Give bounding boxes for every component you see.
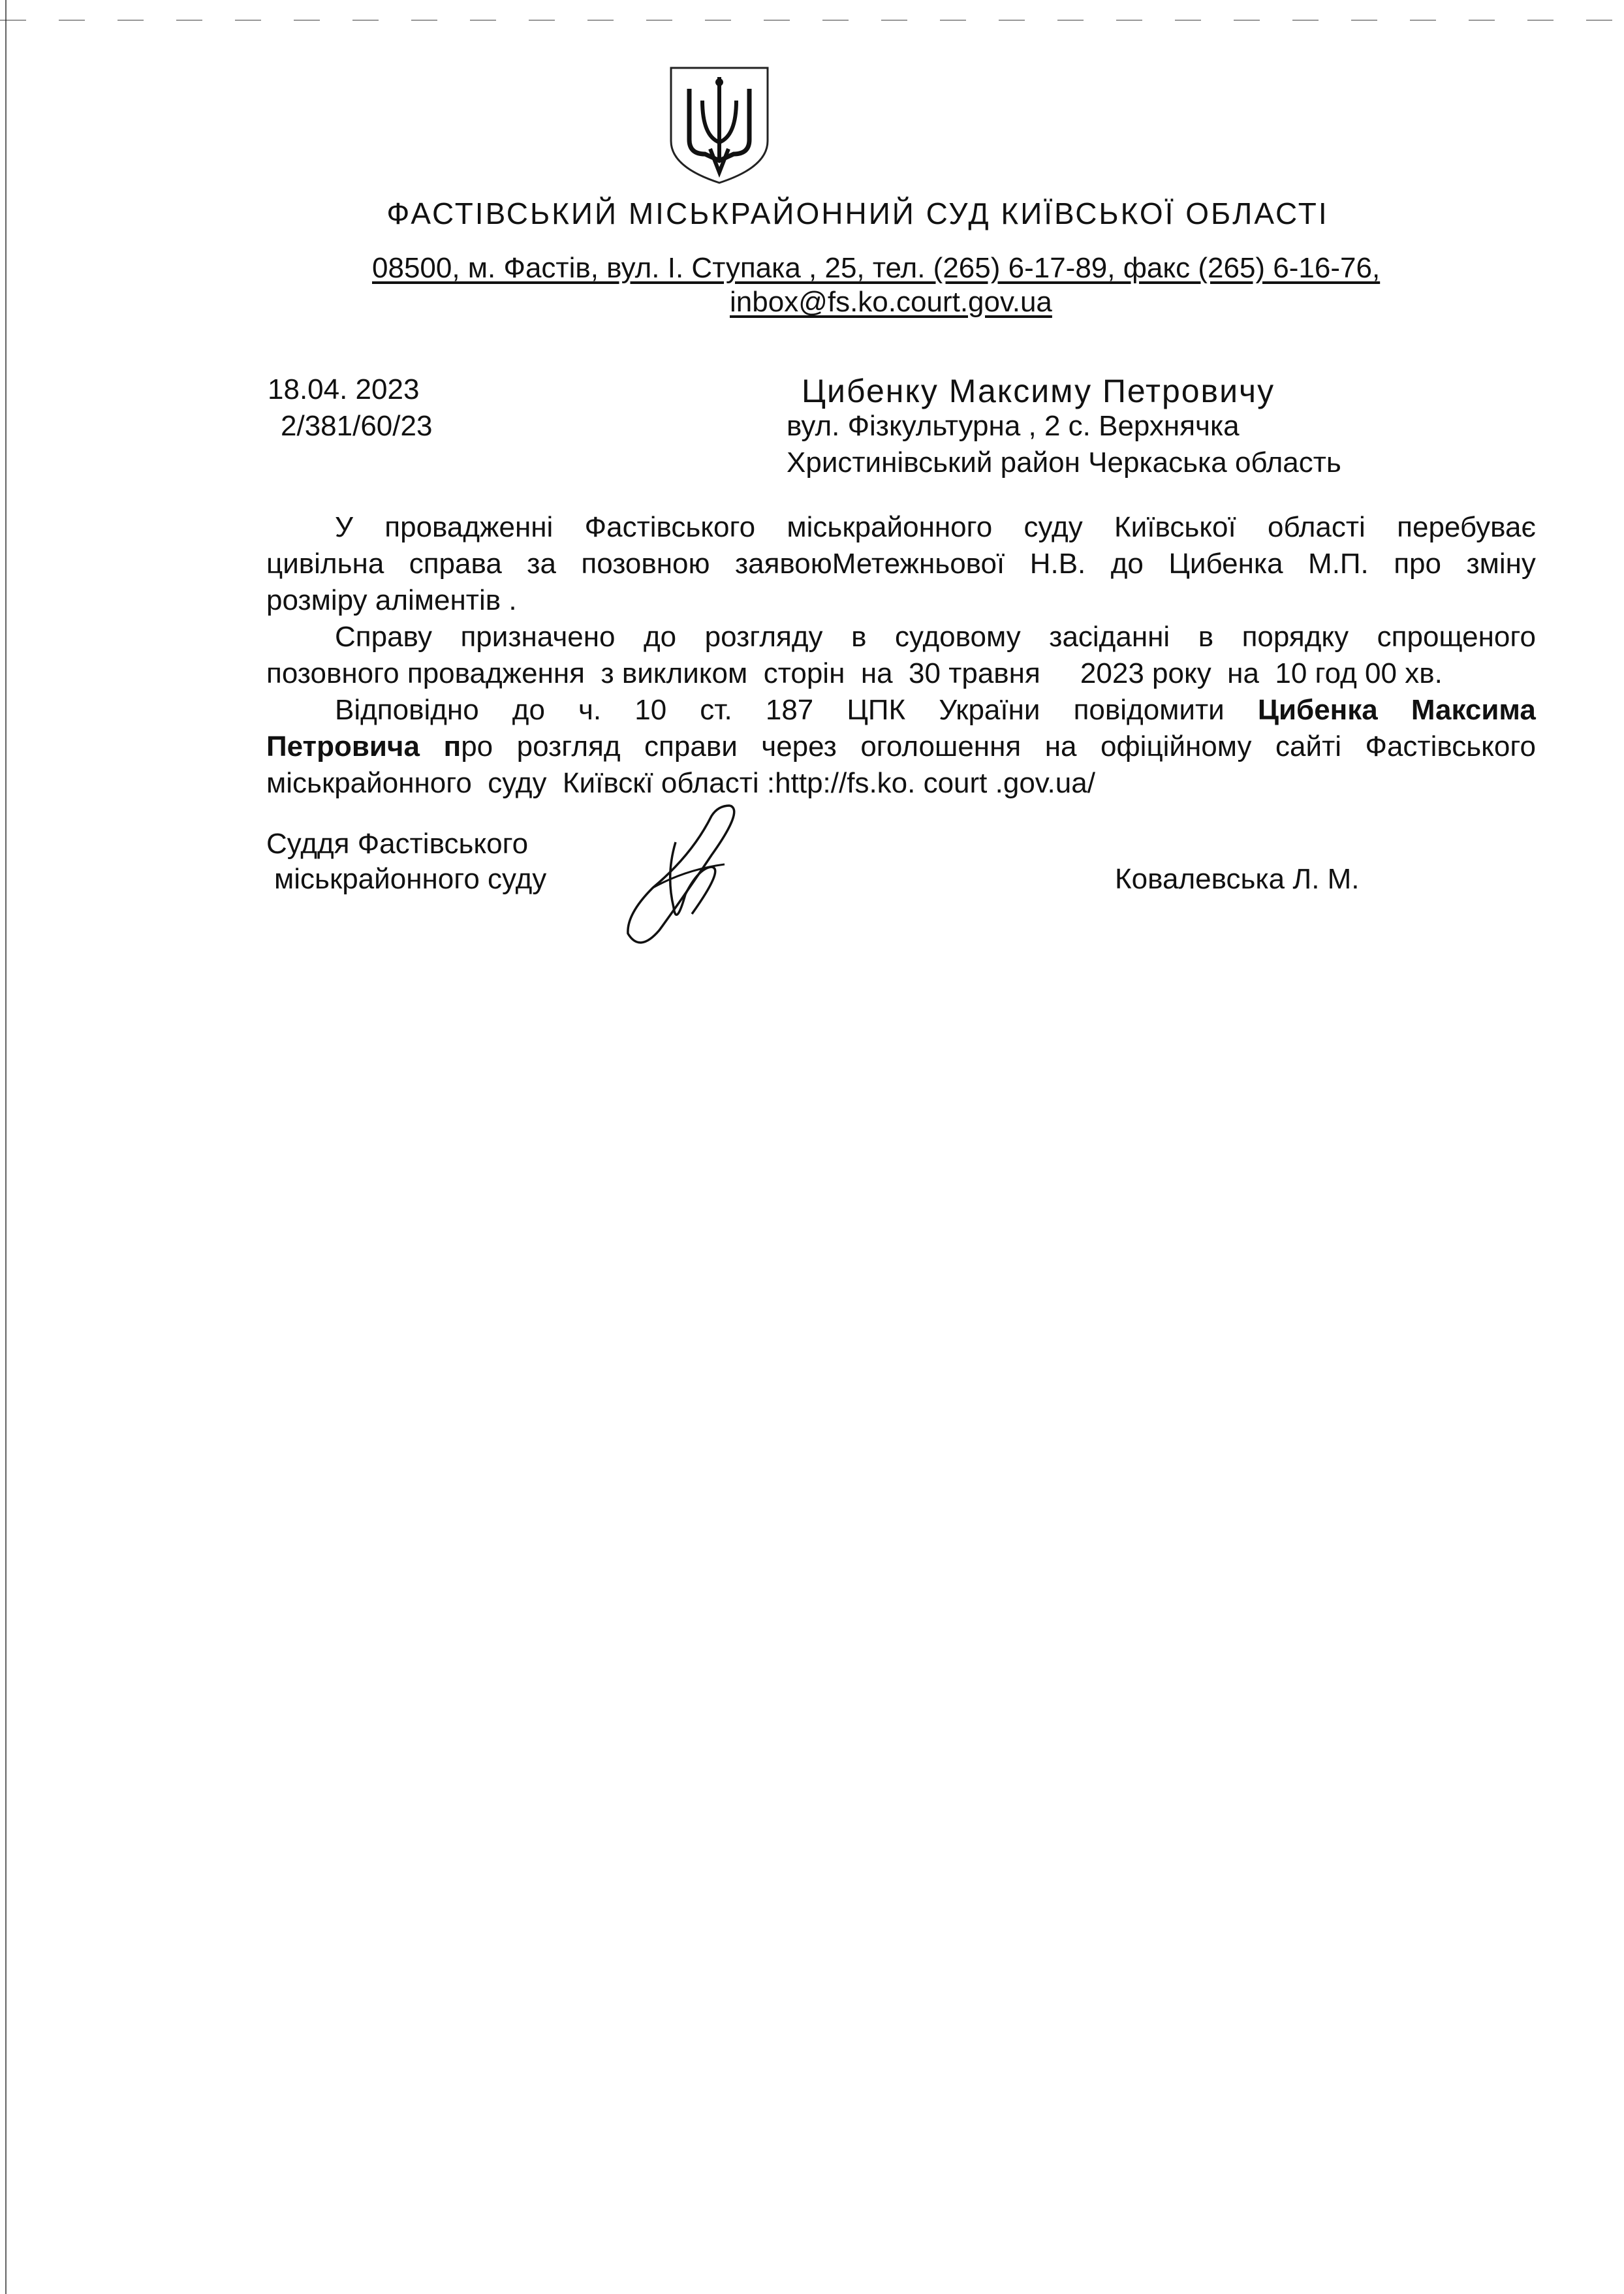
word: України <box>939 694 1040 726</box>
body-line-3 <box>266 582 1536 619</box>
word: до <box>512 694 545 726</box>
word: судовому <box>894 621 1021 653</box>
bold-letter: п <box>443 731 461 762</box>
word: сайті <box>1275 731 1341 762</box>
scan-edge-top <box>0 20 1624 21</box>
word: розгляд <box>516 731 621 762</box>
judge-name: Ковалевська Л. М. <box>1115 863 1360 895</box>
word: до <box>644 621 677 653</box>
word: про <box>1394 548 1441 580</box>
body-line-7 <box>266 729 1536 765</box>
word: провадженні <box>384 511 554 543</box>
document-date: 18.04. 2023 <box>268 373 420 405</box>
body-line-4 <box>266 619 1536 655</box>
body-line-6 <box>266 692 1536 729</box>
recipient-district: Христинівський район Черкаська область <box>787 447 1341 479</box>
word: справа <box>409 548 502 580</box>
word: ч. <box>578 694 602 726</box>
word-group <box>266 729 493 765</box>
defendant-name-bold: Цибенка <box>1257 694 1378 726</box>
word: ро <box>461 731 493 762</box>
word: заявоюМетежньової <box>734 548 1005 580</box>
trident-coat-of-arms-icon <box>664 63 774 187</box>
body-line-1 <box>266 509 1536 546</box>
word: міськрайонного <box>787 511 993 543</box>
judge-title-line-1: Суддя Фастівського <box>266 828 529 860</box>
word: Цибенка <box>1168 548 1283 580</box>
word: Справу <box>335 621 432 653</box>
judge-title-line-2: міськрайонного суду <box>274 863 547 895</box>
word: зміну <box>1466 548 1536 580</box>
word: 10 <box>634 694 667 726</box>
word: Київської <box>1114 511 1236 543</box>
word: розгляду <box>704 621 823 653</box>
word: справи <box>644 731 738 762</box>
word: позовною <box>581 548 710 580</box>
body-line-2 <box>266 546 1536 582</box>
body-line-5 <box>266 655 1536 692</box>
body-line-8-text: міськрайонного суду Київскї області :http://fs.ko. court .gov.ua/ <box>266 767 1095 799</box>
word: перебуває <box>1397 511 1536 543</box>
scan-edge-left <box>5 0 7 2294</box>
word: офіційному <box>1101 731 1252 762</box>
word: Фастівського <box>584 511 756 543</box>
court-name: ФАСТІВСЬКИЙ МІСЬКРАЙОННИЙ СУД КИЇВСЬКОЇ ОБЛАСТІ <box>386 196 1329 230</box>
word: У <box>335 511 353 543</box>
word: області <box>1268 511 1366 543</box>
handwritten-signature <box>614 796 757 953</box>
word: М.П. <box>1308 548 1369 580</box>
word: Фастівського <box>1365 731 1536 762</box>
word: порядку <box>1241 621 1349 653</box>
document-number: 2/381/60/23 <box>281 410 433 442</box>
body-line-5-text: позовного провадження з викликом сторін на 30 травня 2023 року на 10 год 00 хв. <box>266 657 1443 689</box>
defendant-name-bold: Максима <box>1411 694 1536 726</box>
word: суду <box>1023 511 1083 543</box>
word: на <box>1044 731 1077 762</box>
word: оголошення <box>860 731 1022 762</box>
word: за <box>527 548 556 580</box>
word: призначено <box>460 621 616 653</box>
court-address: 08500, м. Фастів, вул. І. Ступака , 25, тел. (265) 6-17-89, факс (265) 6-16-76, <box>372 252 1381 284</box>
recipient-name: Цибенку Максиму Петровичу <box>802 373 1275 409</box>
word: цивільна <box>266 548 384 580</box>
word: до <box>1110 548 1144 580</box>
word: засіданні <box>1049 621 1170 653</box>
word: через <box>761 731 837 762</box>
word: в <box>851 621 867 653</box>
recipient-street: вул. Фізкультурна , 2 с. Верхнячка <box>787 410 1240 442</box>
word: 187 <box>765 694 814 726</box>
court-email: inbox@fs.ko.court.gov.ua <box>730 286 1052 318</box>
body-line-3-text: розміру аліментів . <box>266 584 517 616</box>
word: спрощеного <box>1377 621 1536 653</box>
defendant-patronymic-bold: Петровича <box>266 731 420 762</box>
notice-body <box>266 509 1536 802</box>
word: ст. <box>700 694 732 726</box>
word: в <box>1198 621 1214 653</box>
word: Відповідно <box>335 694 479 726</box>
word: Н.В. <box>1029 548 1086 580</box>
word: ЦПК <box>847 694 906 726</box>
word: повідомити <box>1073 694 1225 726</box>
body-line-8 <box>266 765 1536 802</box>
